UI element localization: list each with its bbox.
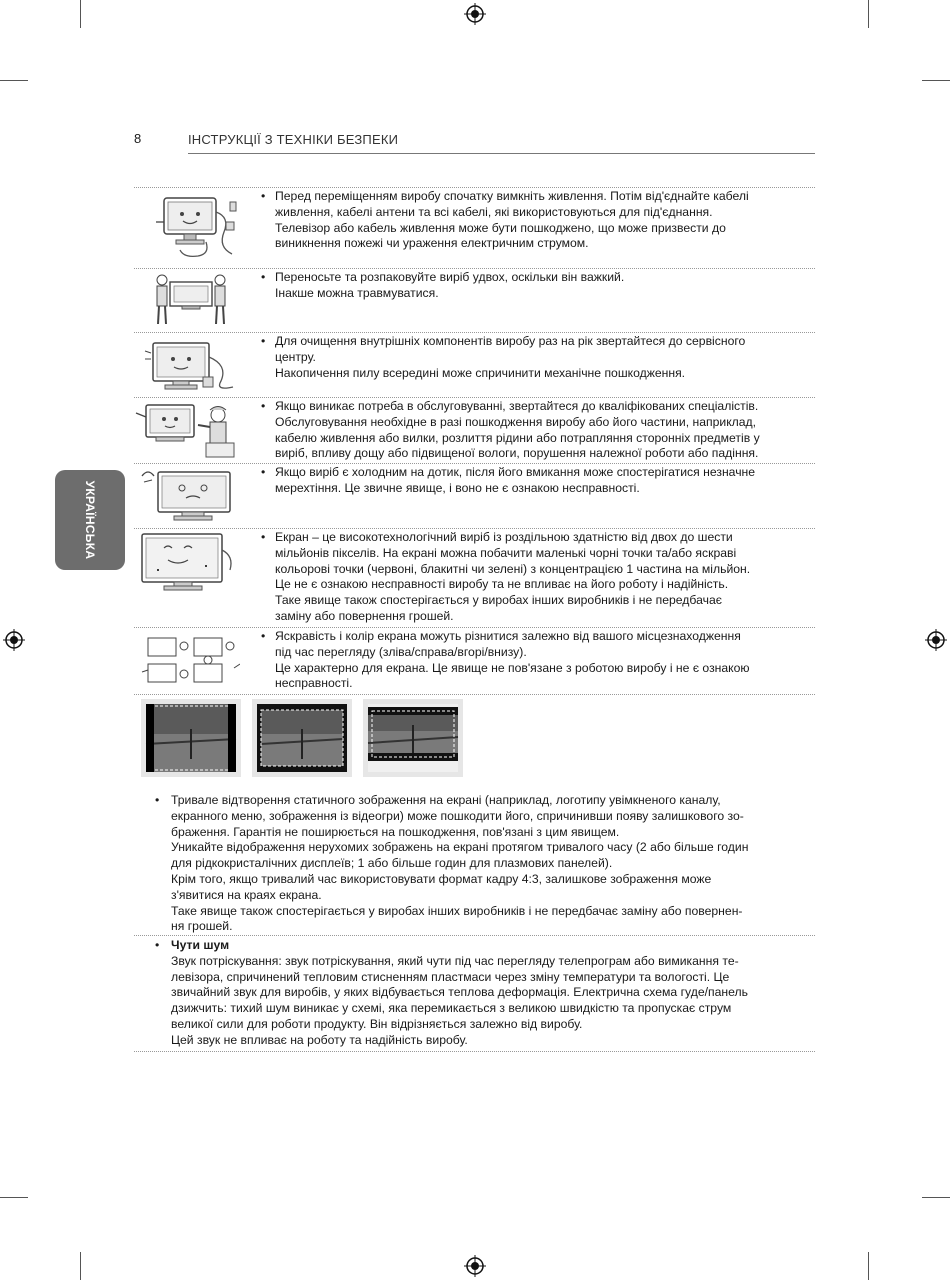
list-item bbox=[275, 189, 815, 252]
crop-mark bbox=[80, 0, 81, 28]
text-line: Телевізор або кабель живлення може бути пошкоджено, що може призвести до bbox=[275, 220, 726, 235]
list-item bbox=[275, 465, 815, 497]
language-tab-label: УКРАЇНСЬКА bbox=[83, 480, 97, 560]
text-line: Інакше можна травмуватися. bbox=[275, 285, 439, 300]
registration-mark-icon bbox=[464, 3, 486, 25]
page-number: 8 bbox=[134, 131, 142, 146]
text-line: • Якщо виріб є холодним на дотик, після його вмикання може спостерігатися незначне bbox=[275, 465, 756, 479]
registration-mark-icon bbox=[464, 1255, 486, 1277]
tv-dust-cleaning-icon bbox=[143, 337, 243, 393]
list-item bbox=[155, 793, 811, 935]
text-line: несправності. bbox=[275, 676, 353, 691]
text-line: під час перегляду (зліва/справа/вгорі/внизу). bbox=[275, 644, 527, 659]
text-line: • Для очищення внутрішніх компонентів виробу раз на рік звертайтеся до сервісного bbox=[275, 334, 746, 348]
header-divider bbox=[188, 153, 815, 154]
text-line: центру. bbox=[275, 349, 316, 364]
bullet-icon: • bbox=[155, 938, 160, 952]
text-line: • Екран – це високотехнологічний виріб із роздільною здатністю від двох до шести bbox=[275, 530, 733, 544]
text-line: мерехтіння. Це звичне явище, і воно не є ознакою несправності. bbox=[275, 480, 640, 495]
burn-in-example-image bbox=[252, 699, 352, 777]
crop-mark bbox=[868, 1252, 869, 1280]
language-tab bbox=[55, 470, 125, 570]
text-line: левізора, спричинений тепловим стисненням пластмаси через зміну температури та вологості. Це bbox=[171, 969, 730, 984]
crop-mark bbox=[922, 80, 950, 81]
text-line: Обслуговування необхідне в разі пошкодження виробу або його частини, наприклад, bbox=[275, 414, 757, 429]
text-line: Це не є ознакою несправності виробу та не впливає на його роботу і надійність. bbox=[275, 577, 729, 592]
text-line: мільйонів пікселів. На екрані можна побачити маленькі чорні точки та/або яскраві bbox=[275, 545, 737, 560]
text-line: виникнення пожежі чи ураження електричним струмом. bbox=[275, 236, 589, 251]
crop-mark bbox=[0, 80, 28, 81]
unplug-tv-cables-icon bbox=[150, 192, 245, 260]
text-line: великої сили для роботи продукту. Він відрізняється залежно від виробу. bbox=[171, 1016, 583, 1031]
list-item bbox=[275, 334, 815, 381]
viewing-angle-icon bbox=[140, 632, 240, 688]
list-item bbox=[155, 938, 811, 1049]
text-line: живлення, кабелі антени та всі кабелі, які використовуються для під'єднання. bbox=[275, 204, 713, 219]
crop-mark bbox=[868, 0, 869, 28]
text-line: виріб, впливу дощу або підвищеної вологи, порушення належної роботи або падіння. bbox=[275, 446, 759, 461]
list-item bbox=[275, 399, 815, 462]
row-divider bbox=[134, 268, 815, 269]
text-line: Крім того, якщо тривалий час використовувати формат кадру 4:3, залишкове зображення може bbox=[171, 871, 712, 886]
text-line: • Яскравість і колір екрана можуть різнитися залежно від вашого місцезнаходження bbox=[275, 629, 741, 643]
text-line: Цей звук не впливає на роботу та надійність виробу. bbox=[171, 1032, 468, 1047]
text-line: Накопичення пилу всередині може спричинити механічне пошкодження. bbox=[275, 365, 686, 380]
text-line: Уникайте відображення нерухомих зображень на екрані протягом тривалого часу (2 або більше годин bbox=[171, 840, 749, 855]
text-line: для рідкокристалічних дисплеїв; 1 або більше годин для плазмових панелей). bbox=[171, 856, 613, 871]
crop-mark bbox=[80, 1252, 81, 1280]
list-item bbox=[275, 270, 815, 302]
registration-mark-icon bbox=[3, 629, 25, 651]
text-line: дзижчить: тихий шум виникає у схемі, яка перемикається з великою швидкістю та пропускає струм bbox=[171, 1001, 732, 1016]
two-people-carry-icon bbox=[152, 272, 232, 328]
list-item bbox=[275, 530, 815, 625]
text-line: браження. Гарантія не поширюється на пошкодження, пов'язані з цим явищем. bbox=[171, 824, 620, 839]
crop-mark bbox=[0, 1197, 28, 1198]
row-divider bbox=[134, 1051, 815, 1052]
text-line: екранного меню, зображення із відеогри) може пошкодити його, спричинивши появу залишкового зо- bbox=[171, 808, 744, 823]
text-line: Таке явище також спостерігається у виробах інших виробників і не передбачає bbox=[275, 593, 722, 608]
row-divider bbox=[134, 187, 815, 188]
row-divider bbox=[134, 627, 815, 628]
crop-mark bbox=[922, 1197, 950, 1198]
tv-pixel-dots-icon bbox=[138, 530, 238, 594]
text-line: ня грошей. bbox=[171, 919, 233, 934]
text-line: Звук потріскування: звук потріскування, який чути під час перегляду телепрограм або вимикання те- bbox=[171, 953, 739, 968]
row-divider bbox=[134, 528, 815, 529]
text-line: кольорові точки (червоні, блакитні чи зелені) з концентрацією 1 частина на мільйон. bbox=[275, 561, 751, 576]
cold-tv-flicker-icon bbox=[138, 466, 238, 524]
registration-mark-icon bbox=[925, 629, 947, 651]
text-line: з'явитися на краях екрана. bbox=[171, 887, 322, 902]
text-line: • Перед переміщенням виробу спочатку вимкніть живлення. Потім від'єднайте кабелі bbox=[275, 189, 749, 203]
row-divider bbox=[134, 332, 815, 333]
service-technician-icon bbox=[134, 399, 244, 461]
page-title: ІНСТРУКЦІЇ З ТЕХНІКИ БЕЗПЕКИ bbox=[188, 132, 399, 147]
text-line: • Переносьте та розпаковуйте виріб удвох, оскільки він важкий. bbox=[275, 270, 625, 284]
burn-in-example-image bbox=[141, 699, 241, 777]
row-divider bbox=[134, 397, 815, 398]
text-line: • Якщо виникає потреба в обслуговуванні, звертайтеся до кваліфікованих спеціалістів. bbox=[275, 399, 759, 413]
text-line: заміну або повернення грошей. bbox=[275, 608, 454, 623]
text-line: звичайний звук для виробів, у яких відбувається теплова деформація. Електрична схема гуде/панель bbox=[171, 985, 748, 1000]
text-line: Тривале відтворення статичного зображення на екрані (наприклад, логотипу увімкненого каналу, bbox=[171, 793, 721, 807]
text-line: Таке явище також спостерігається у виробах інших виробників і не передбачає заміну або повернен- bbox=[171, 903, 743, 918]
row-divider bbox=[134, 694, 815, 695]
section-heading: Чути шум bbox=[171, 938, 230, 952]
burn-in-example-image bbox=[363, 699, 463, 777]
text-line: Це характерно для екрана. Це явище не пов'язане з роботою виробу і не є ознакою bbox=[275, 660, 750, 675]
text-line: кабелю живлення або вилки, розлиття рідини або потрапляння сторонніх предметів у bbox=[275, 430, 760, 445]
list-item bbox=[275, 629, 815, 692]
row-divider bbox=[134, 463, 815, 464]
bullet-icon: • bbox=[155, 793, 160, 807]
